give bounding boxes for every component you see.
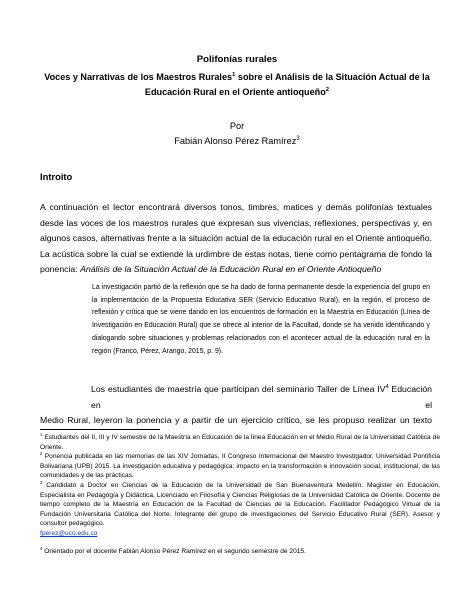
paragraph-line: algunos casos, alternativas frente a la situación actual de la educación rural en el Oriente antioqueño.	[40, 233, 432, 243]
footnotes	[40, 433, 440, 556]
subtitle-line-2: Educación Rural en el Oriente antioqueño$^2$	[144, 86, 330, 97]
footnote-ref-4: 4	[385, 384, 389, 391]
cited-title: Análisis de la Situación Actual de la Educación Rural en el Oriente Antioqueño	[80, 264, 382, 274]
subtitle-line-1: Voces y Narrativas de los Maestros Rurales$^1$ sobre el Análisis de la Situación Actual de la	[44, 71, 430, 82]
paragraph-line: Los estudiantes de maestría que participan del seminario Taller de Línea $IV^4$ Educación en el	[91, 384, 432, 410]
footnote-2: $^2$ Ponencia publicada en las memorias de las XIV Jornadas, II Congreso Internacional del Maestro Investigador, Universidad Pontificia Bolivariana (UPB) 2015. La investigación educativa y pedagógica: impacto en la transformación e innovación social, institucional, de las comunidades y de las prácticas.	[40, 451, 440, 480]
footnote-ref-2: 2	[325, 86, 330, 93]
footnote-4: $^4$ Orientado por el docente Fabián Alonso Pérez Ramírez en el segundo semestre de 2015.	[40, 545, 306, 555]
document-subtitle	[0, 70, 474, 100]
document-title: Polifonías rurales	[196, 54, 278, 65]
byline-por: Por	[229, 121, 245, 131]
paragraph-2	[40, 382, 432, 429]
paragraph-line: A continuación el lector encontrará diversos tonos, timbres, matices y demás polifonías textuales	[40, 202, 432, 212]
footnote-ref-1: 1	[232, 71, 236, 78]
author-email-link[interactable]: fperez@uco.edu.co	[40, 529, 98, 537]
paragraph-line: La acústica sobre la cual se extiende la urdimbre de estas notas, tiene como pentagrama de fondo la	[40, 248, 432, 259]
footnote-1: $^1$ Estudiantes del II, III y IV semestre de la Maestría en Educación de la línea Educación en el Medio Rural de la Universidad Católica de Oriente.	[40, 431, 440, 451]
paragraph-line: desde las voces de los maestros rurales que expresan sus vivencias, reflexiones, perspectivas y, en	[40, 217, 432, 228]
block-quote: La investigación partió de la reflexión que se ha dado de forma permanente desde la experiencia del grupo en la implementación de la Propuesta Educativa SER (Servicio Educativo Rural), en la región, el proceso de reflexión y crítica que se viene dando en los encuentros de formación en la Maestría en Educación (Línea de Investigación en Educación Rural) que se ofrece al interior de la Facultad, donde se ha venido identificando y dialogando sobre situaciones y problemas relacionados con el acontecer actual de la educación rural en la región (Franco, Pérez, Arango, 2015, p. 9).	[92, 284, 430, 355]
paragraph-line: Medio Rural, leyeron la ponencia y a partir de un ejercicio crítico, se les propuso realizar un texto	[40, 415, 432, 425]
paragraph-line: ponencia: Análisis de la Situación Actual de la Educación Rural en el Oriente Antioqueño	[40, 264, 382, 274]
author-name: Fabián Alonso Pérez Ramírez$^3$	[174, 135, 300, 146]
section-heading: Introito	[40, 171, 73, 182]
footnote-ref-3: 3	[296, 135, 300, 142]
footnote-3: $^3$ Candidato a Doctor en Ciencias de la Educación de la Universidad de San Buenaventura Medellín. Magister en Educación, Especialista en Pedagogía y Didáctica, Licenciado en Filosofía y Ciencias Religiosas de la Universidad Católica de Oriente. Docente de tiempo completo de la Maestría en Educación de la Facultad de Ciencias de la Educación. Facilitador Pedagógico Virtual de la Fundación Universitaria Católica del Norte. Integrante del grupo de investigaciones del Servicio Educativo Rural (SER). Asesor y consultor pedagógico.	[40, 479, 440, 528]
footnote-separator	[40, 429, 160, 430]
paragraph-1	[40, 200, 432, 278]
